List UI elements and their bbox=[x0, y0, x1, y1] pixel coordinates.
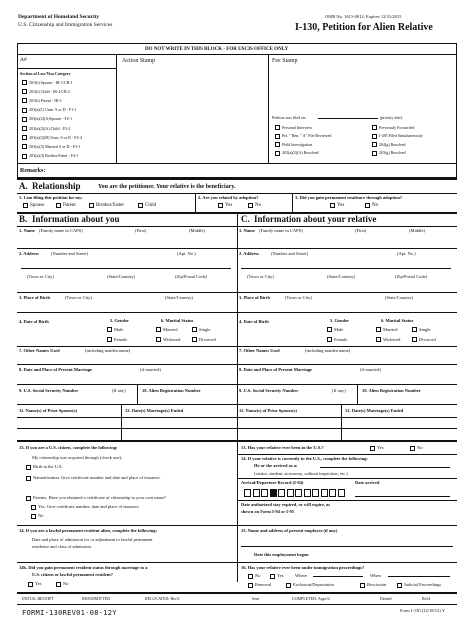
section-b-letter: B. bbox=[19, 214, 28, 224]
cert-no-checkbox[interactable] bbox=[31, 514, 36, 519]
action-stamp-label: Action Stamp bbox=[122, 58, 156, 64]
section-b-title: Information about you bbox=[32, 214, 120, 224]
relative-married-label: Married bbox=[383, 326, 398, 332]
naturalization-label: Naturalization. Give certificate number and date and place of issuance. bbox=[33, 475, 161, 480]
rule bbox=[237, 417, 457, 418]
been-us-no-label: No bbox=[417, 445, 423, 450]
rule bbox=[341, 404, 342, 440]
you-dob-label: 4. Date of Birth bbox=[19, 319, 49, 324]
b-q13-acquired: My citizenship was acquired through (check one): bbox=[32, 455, 123, 460]
when-label: When bbox=[370, 573, 381, 578]
completed-label: COMPLETED: Appv'd bbox=[292, 596, 330, 601]
adoption-yes-label: Yes bbox=[225, 203, 233, 208]
c-q16-label: 16. Has your relative ever been under immigration proceedings? bbox=[241, 565, 365, 570]
proceedings-yes-checkbox[interactable] bbox=[270, 574, 275, 579]
i94-digit-box[interactable] bbox=[304, 489, 311, 497]
file-id: FORMI-130REV01-08-12Y bbox=[22, 609, 117, 617]
law-category-item: 201(b) Parent - IR-5 bbox=[29, 97, 62, 103]
relative-marital-label: 6. Marital Status bbox=[381, 318, 414, 323]
relative-male-checkbox[interactable] bbox=[327, 327, 332, 332]
q1-label: 1. I am filing this petition for my: bbox=[19, 195, 83, 200]
b-q14b-label2: U.S. citizen or lawful permanent resident? bbox=[32, 572, 113, 577]
you-zip-hint: (Zip/Postal Code) bbox=[175, 274, 208, 279]
rule bbox=[237, 364, 457, 365]
i94-digit-box[interactable] bbox=[287, 489, 294, 497]
sub-agency-name: U.S. Citizenship and Immigration Services bbox=[18, 22, 113, 28]
parent-checkbox[interactable] bbox=[56, 203, 61, 208]
relative-ssn-label: 9. U.S. Social Security Number bbox=[239, 388, 299, 393]
relative-address-label: 2. Address bbox=[239, 251, 259, 256]
you-name-hint: (Family name in CAPS) bbox=[39, 228, 83, 233]
i94-digit-box[interactable] bbox=[253, 489, 260, 497]
rule bbox=[17, 364, 237, 365]
form-number: Form I-130 (12/18/12) Y bbox=[400, 608, 445, 613]
parents-label: Parents. Have you obtained a certificate of citizenship in your own name? bbox=[33, 495, 166, 500]
you-other-names-label: 7. Other Names Used bbox=[19, 348, 60, 353]
form-title: I-130, Petition for Alien Relative bbox=[295, 22, 433, 33]
you-state-hint: (State/Country) bbox=[107, 274, 135, 279]
rule bbox=[237, 404, 457, 405]
relative-zip-hint: (Zip/Postal Code) bbox=[395, 274, 428, 279]
date-arrived-label: Date arrived bbox=[355, 480, 380, 485]
you-birthplace-label: 3. Place of Birth bbox=[19, 295, 50, 300]
you-address-hint: (Number and Street) bbox=[51, 251, 88, 256]
i94-digit-box[interactable] bbox=[244, 489, 251, 497]
relative-middle-hint: (Middle) bbox=[409, 228, 425, 233]
office-check-right-label: 203(g) Resolved bbox=[379, 150, 406, 155]
relative-first-hint: (First) bbox=[355, 228, 367, 233]
i94-digit-box[interactable] bbox=[295, 489, 302, 497]
c-q14-label: 14. If your relative is currently in the U.S., complete the following: bbox=[241, 456, 368, 461]
office-check-right[interactable] bbox=[372, 134, 377, 139]
adoption-no-label: No bbox=[255, 203, 262, 208]
rescission-label: Rescission bbox=[367, 582, 387, 587]
relocated-label: RELOCATED: Rec'd bbox=[145, 596, 180, 601]
employment-label: Date this employment began bbox=[254, 552, 309, 557]
judicial-label: Judicial Proceedings bbox=[404, 582, 442, 587]
relative-town-hint: (Town or City) bbox=[247, 274, 274, 279]
you-alien-label: 10. Alien Registration Number bbox=[142, 388, 201, 393]
you-widowed-label: Widowed bbox=[163, 336, 181, 342]
i94-digit-box[interactable] bbox=[270, 489, 277, 497]
stay-expired-label: Date authorized stay expired, or will expire, as bbox=[241, 502, 331, 507]
you-town-hint: (Town or City) bbox=[27, 274, 54, 279]
relative-name-hint: (Family name in CAPS) bbox=[259, 228, 303, 233]
relative-apt-hint: (Apt. No.) bbox=[397, 251, 416, 256]
rule bbox=[17, 428, 237, 429]
parents-checkbox[interactable] bbox=[26, 496, 31, 501]
you-marital-label: 6. Marital Status bbox=[161, 318, 194, 323]
gain-residence-no-label: No bbox=[372, 203, 379, 208]
relative-address-line[interactable] bbox=[241, 268, 451, 269]
section-c-title: Information about your relative bbox=[254, 214, 377, 224]
b-q14-label: 14. If you are a lawful permanent resident alien, complete the following: bbox=[19, 528, 157, 533]
law-category-checkbox[interactable] bbox=[22, 80, 27, 85]
arrival-record-label: Arrival/Departure Record (I-94) bbox=[241, 480, 304, 485]
relative-widowed-checkbox[interactable] bbox=[376, 337, 381, 342]
you-married-checkbox[interactable] bbox=[156, 327, 161, 332]
relative-other-names-hint: (including maiden name) bbox=[305, 348, 351, 353]
you-male-checkbox[interactable] bbox=[107, 327, 112, 332]
relative-ssn-hint: (If any) bbox=[332, 388, 346, 393]
relative-divorced-checkbox[interactable] bbox=[412, 337, 417, 342]
rule bbox=[237, 428, 457, 429]
i94-digit-box[interactable] bbox=[261, 489, 268, 497]
relative-marriages-ended-label: 12. Date(s) Marriage(s) Ended bbox=[345, 408, 404, 413]
gain-residence-yes-checkbox[interactable] bbox=[330, 203, 335, 208]
you-birthplace-hint: (Town or City) bbox=[65, 295, 92, 300]
been-us-no-checkbox[interactable] bbox=[410, 446, 415, 451]
you-apt-hint: (Apt. No.) bbox=[177, 251, 196, 256]
exclusion-checkbox[interactable] bbox=[286, 583, 291, 588]
adoption-yes-checkbox[interactable] bbox=[218, 203, 223, 208]
judicial-checkbox[interactable] bbox=[397, 583, 402, 588]
relative-state-hint: (State/Country) bbox=[327, 274, 355, 279]
section-a-letter: A. bbox=[19, 181, 28, 191]
section-c-letter: C. bbox=[241, 214, 250, 224]
birth-us-label: Birth in the U.S. bbox=[33, 464, 63, 469]
c-q14-hint: (visitor, student, stowaway, without inspection, etc.) bbox=[254, 471, 348, 476]
brother-sister-checkbox[interactable] bbox=[89, 203, 94, 208]
you-ssn-hint: (If any) bbox=[112, 388, 126, 393]
office-check-right[interactable] bbox=[372, 151, 377, 156]
relative-birthplace-label: 3. Place of Birth bbox=[239, 295, 270, 300]
rule bbox=[17, 384, 237, 385]
naturalization-checkbox[interactable] bbox=[26, 476, 31, 481]
petition-filed-label: Petition was filed on: bbox=[272, 115, 307, 120]
relative-address-hint: (Number and Street) bbox=[271, 251, 308, 256]
you-female-checkbox[interactable] bbox=[107, 337, 112, 342]
relative-male-label: Male bbox=[334, 326, 344, 332]
law-category-checkbox[interactable] bbox=[22, 154, 27, 159]
law-category-checkbox[interactable] bbox=[22, 108, 27, 113]
you-ssn-label: 9. U.S. Social Security Number bbox=[19, 388, 79, 393]
cert-yes-checkbox[interactable] bbox=[31, 505, 36, 510]
rule bbox=[137, 384, 138, 404]
relative-if-married-hint: (if married) bbox=[360, 367, 381, 372]
i94-digit-box[interactable] bbox=[338, 489, 345, 497]
marriage-no-label: No bbox=[63, 581, 69, 586]
removal-checkbox[interactable] bbox=[248, 583, 253, 588]
q3-label: 3. Did you gain permanent residence through adoption? bbox=[295, 195, 403, 200]
rule bbox=[357, 384, 358, 404]
child-label: Child bbox=[145, 203, 157, 208]
been-us-yes-checkbox[interactable] bbox=[370, 446, 375, 451]
i94-digit-box[interactable] bbox=[278, 489, 285, 497]
child-checkbox[interactable] bbox=[138, 203, 143, 208]
you-other-names-hint: (including maiden name) bbox=[85, 348, 131, 353]
you-single-label: Single bbox=[199, 326, 211, 332]
cert-no-label: No bbox=[38, 513, 44, 518]
office-check-left-label: Pet. " Ben. " A" File Reviewed bbox=[282, 133, 332, 138]
rule bbox=[237, 292, 457, 293]
sent-label: Sent bbox=[252, 596, 260, 601]
retd-label: Ret'd bbox=[422, 596, 431, 601]
rule bbox=[237, 312, 457, 313]
rule bbox=[17, 312, 237, 313]
you-married-label: Married bbox=[163, 326, 178, 332]
rule bbox=[237, 384, 457, 385]
law-category-item: 203(a)(2)(A) Child - F2-2 bbox=[29, 125, 71, 131]
remarks-box bbox=[17, 164, 457, 178]
priority-date-label: (priority date) bbox=[380, 115, 403, 120]
rule bbox=[17, 248, 237, 249]
rule bbox=[237, 346, 457, 347]
c-q13-label: 13. Has your relative ever been in the U.S.? bbox=[241, 445, 324, 450]
brother-sister-label: Brother/Sister bbox=[96, 203, 125, 208]
relative-divorced-label: Divorced bbox=[419, 336, 436, 342]
law-category-checkbox[interactable] bbox=[22, 98, 27, 103]
relative-birthplace-state-hint: (State/Country) bbox=[385, 295, 413, 300]
relative-dob-label: 4. Date of Birth bbox=[239, 319, 269, 324]
office-check-right[interactable] bbox=[372, 142, 377, 147]
a-number-label: A# bbox=[20, 57, 27, 63]
relative-single-label: Single bbox=[419, 326, 431, 332]
relative-prior-spouses-label: 11. Name(s) of Prior Spouse(s) bbox=[239, 408, 298, 413]
marriage-no-checkbox[interactable] bbox=[56, 582, 61, 587]
relative-widowed-label: Widowed bbox=[383, 336, 401, 342]
c-q14-arrived: He or she arrived as a: bbox=[254, 463, 298, 468]
b-q14-text1: Date and place of admission for or adjustment to lawful permanent bbox=[32, 537, 153, 542]
you-address-label: 2. Address bbox=[19, 251, 39, 256]
b-q14-text2: residence and class of admission. bbox=[32, 544, 92, 549]
initial-receipt-label: INITIAL RECEIPT bbox=[22, 596, 54, 601]
law-category-title: Section of Law/Visa Category bbox=[20, 71, 71, 76]
fee-stamp-label: Fee Stamp bbox=[272, 58, 298, 64]
resubmitted-label: RESUBMITTED bbox=[82, 596, 110, 601]
office-check-left-label: Field Investigation bbox=[282, 141, 313, 147]
proceedings-no-checkbox[interactable] bbox=[248, 574, 253, 579]
rescission-checkbox[interactable] bbox=[360, 583, 365, 588]
stay-expired-label2: shown on Form I-94 or I-95 bbox=[241, 509, 295, 514]
rule bbox=[121, 404, 122, 440]
remarks-label: Remarks: bbox=[20, 168, 46, 174]
omb-number: OMB No. 1615-0012; Expires 12/31/2015 bbox=[325, 14, 402, 19]
office-check-right-label: 204(g) Resolved bbox=[379, 141, 406, 147]
you-middle-hint: (Middle) bbox=[189, 228, 205, 233]
i94-digit-box[interactable] bbox=[312, 489, 319, 497]
marriage-yes-label: Yes bbox=[35, 581, 42, 586]
relative-marriage-label: 8. Date and Place of Present Marriage bbox=[239, 367, 313, 372]
office-check-right-label: Previously Forwarded bbox=[379, 124, 415, 130]
law-category-item: 203(a)(2)(A)Spouse - F2-1 bbox=[29, 116, 73, 122]
office-check-left[interactable] bbox=[275, 125, 280, 130]
office-check-right-label: I-485 Filed Simultaneously bbox=[379, 133, 423, 138]
rule bbox=[17, 417, 237, 418]
denied-label: Denied bbox=[380, 596, 392, 601]
you-divorced-label: Divorced bbox=[199, 336, 216, 342]
you-address-line[interactable] bbox=[21, 268, 231, 269]
relative-gender-label: 5. Gender bbox=[330, 318, 349, 323]
you-female-label: Female bbox=[114, 336, 128, 342]
adoption-no-checkbox[interactable] bbox=[248, 203, 253, 208]
law-category-item: 201(b) Child - IR-2/CR-2 bbox=[29, 88, 70, 94]
cert-yes-label: Yes. Give certificate number, date and place of issuance. bbox=[38, 504, 140, 509]
law-category-checkbox[interactable] bbox=[22, 117, 27, 122]
you-marriage-label: 8. Date and Place of Present Marriage bbox=[19, 367, 93, 372]
office-check-left[interactable] bbox=[275, 142, 280, 147]
been-us-yes-label: Yes bbox=[377, 445, 384, 450]
office-check-left[interactable] bbox=[275, 134, 280, 139]
law-category-item: 201(b) Spouse - IR-1/CR-1 bbox=[29, 79, 73, 85]
relative-female-checkbox[interactable] bbox=[327, 337, 332, 342]
exclusion-label: Exclusion/Deportation bbox=[293, 582, 334, 587]
office-check-right[interactable] bbox=[372, 125, 377, 130]
law-category-item: 203(a)(3) Married S or D - F3-1 bbox=[29, 143, 81, 149]
you-prior-spouses-label: 11. Name(s) of Prior Spouse(s) bbox=[19, 408, 78, 413]
law-category-checkbox[interactable] bbox=[22, 126, 27, 131]
relative-other-names-label: 7. Other Names Used bbox=[239, 348, 280, 353]
gain-residence-yes-label: Yes bbox=[337, 203, 345, 208]
relative-birthplace-hint: (Town or City) bbox=[285, 295, 312, 300]
office-check-left[interactable] bbox=[275, 151, 280, 156]
c-q15-label: 15. Name and address of present employer (if any) bbox=[241, 528, 338, 533]
law-category-checkbox[interactable] bbox=[22, 135, 27, 140]
rule bbox=[237, 248, 457, 249]
you-name-label: 1. Name bbox=[19, 228, 35, 233]
i94-digit-box[interactable] bbox=[329, 489, 336, 497]
you-marriages-ended-label: 12. Date(s) Marriage(s) Ended bbox=[125, 408, 184, 413]
law-category-item: 203(a)(4) Brother/Sister - F4-1 bbox=[29, 153, 79, 159]
you-divorced-checkbox[interactable] bbox=[192, 337, 197, 342]
you-birthplace-state-hint: (State/Country) bbox=[165, 295, 193, 300]
you-first-hint: (First) bbox=[135, 228, 147, 233]
marriage-yes-checkbox[interactable] bbox=[28, 582, 33, 587]
you-single-checkbox[interactable] bbox=[192, 327, 197, 332]
section-rule bbox=[17, 440, 457, 442]
law-category-item: 203(a)(1) Unm. S or D - F1-1 bbox=[29, 107, 77, 113]
relative-single-checkbox[interactable] bbox=[412, 327, 417, 332]
you-male-label: Male bbox=[114, 326, 124, 332]
q2-label: 2. Are you related by adoption? bbox=[198, 195, 259, 200]
law-category-checkbox[interactable] bbox=[22, 89, 27, 94]
office-banner: DO NOT WRITE IN THIS BLOCK - FOR USCIS OFFICE ONLY bbox=[145, 47, 289, 52]
you-widowed-checkbox[interactable] bbox=[156, 337, 161, 342]
relative-alien-label: 10. Alien Registration Number bbox=[362, 388, 421, 393]
office-check-left-label: 203(a)(2)(A) Resolved bbox=[282, 150, 319, 155]
spouse-checkbox[interactable] bbox=[23, 203, 28, 208]
i94-digit-box[interactable] bbox=[321, 489, 328, 497]
you-gender-label: 5. Gender bbox=[110, 318, 129, 323]
section-a-subtitle: You are the petitioner. Your relative is the beneficiary. bbox=[98, 184, 236, 190]
removal-label: Removal bbox=[255, 582, 272, 587]
rule bbox=[17, 346, 237, 347]
rule bbox=[17, 404, 237, 405]
b-q14b-label: 14b. Did you gain permanent resident status through marriage to a bbox=[19, 565, 148, 570]
gain-residence-no-checkbox[interactable] bbox=[365, 203, 370, 208]
where-label: Where bbox=[295, 573, 307, 578]
rule bbox=[17, 292, 237, 293]
b-q13-label: 13. If you are a U.S. citizen, complete the following: bbox=[19, 445, 118, 450]
proceedings-yes-label: Yes bbox=[277, 573, 284, 578]
you-if-married-hint: (if married) bbox=[140, 367, 161, 372]
agency-name: Department of Homeland Security bbox=[18, 14, 100, 20]
law-category-checkbox[interactable] bbox=[22, 144, 27, 149]
relative-married-checkbox[interactable] bbox=[376, 327, 381, 332]
law-category-item: 203(a)(2)(B) Unm. S or D - F2-4 bbox=[29, 134, 82, 140]
birth-us-checkbox[interactable] bbox=[26, 465, 31, 470]
proceedings-no-label: No bbox=[255, 573, 261, 578]
parent-label: Parent bbox=[63, 203, 76, 208]
spouse-label: Spouse bbox=[30, 203, 45, 208]
relative-name-label: 1. Name bbox=[239, 228, 255, 233]
office-check-left-label: Personal Interview bbox=[282, 124, 313, 130]
relative-female-label: Female bbox=[334, 336, 348, 342]
section-a-title: Relationship bbox=[32, 181, 81, 191]
